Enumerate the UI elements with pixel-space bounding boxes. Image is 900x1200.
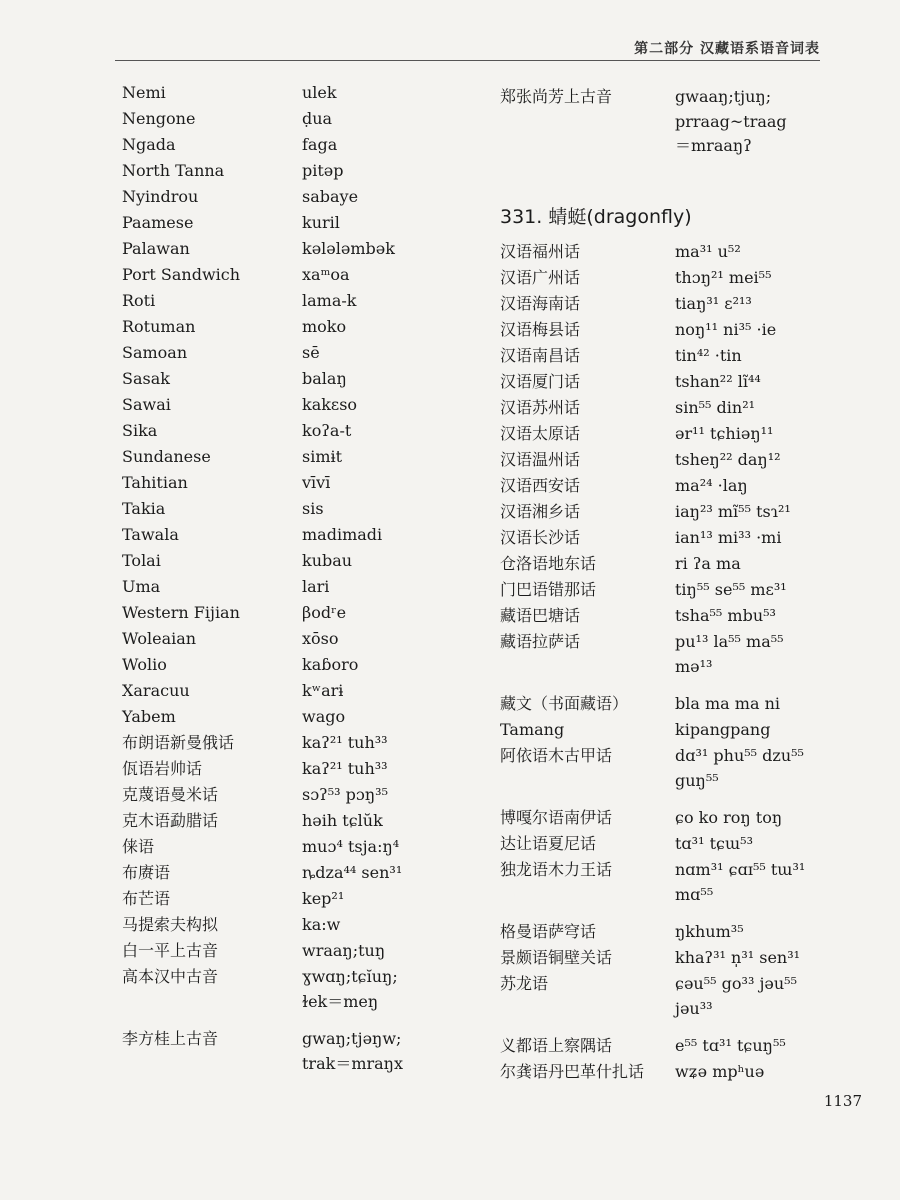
language-name: Tahitian (122, 473, 188, 492)
word-form: kubau (302, 551, 353, 570)
language-name: 苏龙语 (500, 974, 549, 993)
entry-row (500, 577, 860, 603)
entry-row (500, 691, 860, 717)
running-title: 第二部分 汉藏语系语音词表 (634, 41, 820, 57)
entry-row (122, 262, 442, 288)
right-top-entry (500, 84, 860, 158)
word-form: xōso (302, 629, 339, 648)
language-name: 汉语长沙话 (500, 528, 581, 547)
entry-row (500, 343, 860, 369)
language-name: 格曼语萨穹话 (500, 922, 597, 941)
word-form: iaŋ²³ mĩ⁵⁵ tsɿ²¹ (675, 502, 791, 521)
word-form-continuation: ɫek＝meŋ (302, 992, 379, 1011)
word-form: kuril (302, 213, 340, 232)
word-form-continuation: prraag~traag (675, 112, 787, 131)
language-name: 汉语湘乡话 (500, 502, 581, 521)
word-form: kaʔ²¹ tuh³³ (302, 759, 388, 778)
language-name: 汉语海南话 (500, 294, 581, 313)
word-form: həih tɕlŭk (302, 811, 383, 830)
language-name: 佤语岩帅话 (122, 759, 203, 778)
word-form: gwaŋ;tjəŋw; (302, 1029, 402, 1048)
word-form: kələləmbək (302, 239, 395, 258)
page-number: 1137 (823, 1092, 862, 1110)
word-form: ian¹³ mi³³ ·mi (675, 528, 782, 547)
entry-row (122, 808, 442, 834)
entry-row (500, 525, 860, 551)
language-name: Rotuman (122, 317, 196, 336)
entry-row (500, 421, 860, 447)
entry-row (500, 805, 860, 831)
word-form: xaᵐoa (302, 265, 350, 284)
language-name: Samoan (122, 343, 188, 362)
word-form: sē (302, 343, 320, 362)
word-form-continuation: trak＝mraŋx (302, 1054, 404, 1073)
word-form: faga (302, 135, 338, 154)
language-name: 俫语 (122, 837, 155, 856)
language-name: Nengone (122, 109, 196, 128)
language-name: 郑张尚芳上古音 (500, 87, 613, 106)
language-name: 义都语上察隅话 (500, 1036, 613, 1055)
entry-row (122, 522, 442, 548)
language-name: 独龙语木力王话 (500, 860, 613, 879)
word-form: ka:w (302, 915, 341, 934)
language-name: 汉语南昌话 (500, 346, 581, 365)
language-name: Woleaian (122, 629, 197, 648)
language-name: 马提索夫构拟 (122, 915, 219, 934)
entry-row (500, 369, 860, 395)
language-name: Xaracuu (122, 681, 190, 700)
entry-row (122, 860, 442, 886)
entry-row (122, 392, 442, 418)
word-form: kakɛso (302, 395, 358, 414)
language-name: Tawala (122, 525, 179, 544)
entry-row (122, 470, 442, 496)
entry-row (500, 629, 860, 655)
language-name: 藏语巴塘话 (500, 606, 581, 625)
entry-row (500, 473, 860, 499)
entry-row (122, 236, 442, 262)
language-name: Yabem (122, 707, 176, 726)
word-form-continuation: jəu³³ (675, 999, 713, 1018)
word-form: dɑ³¹ phu⁵⁵ dzu⁵⁵ (675, 746, 804, 765)
language-name: Tolai (122, 551, 161, 570)
entry-row (122, 210, 442, 236)
entry-row (500, 945, 860, 971)
language-name: Sika (122, 421, 158, 440)
entry-row (122, 626, 442, 652)
entry-row (500, 717, 860, 743)
word-form: ɣwɑŋ;tɕĭuŋ; (302, 967, 398, 986)
entry-row (500, 291, 860, 317)
language-name: 达让语夏尼话 (500, 834, 597, 853)
entry-row (500, 239, 860, 265)
language-name: 高本汉中古音 (122, 967, 219, 986)
dragonfly-entries (500, 239, 860, 1085)
language-name: 克木语勐腊话 (122, 811, 219, 830)
language-name: 克蔑语曼米话 (122, 785, 219, 804)
word-form: khaʔ³¹ n̩³¹ sen³¹ (675, 948, 801, 967)
language-name: Sawai (122, 395, 171, 414)
entry-row (122, 80, 442, 106)
word-form: sis (302, 499, 324, 518)
word-form: tin⁴² ·tin (675, 346, 742, 365)
language-name: 汉语广州话 (500, 268, 581, 287)
language-name: Uma (122, 577, 161, 596)
word-form: sabaye (302, 187, 359, 206)
language-name: Sasak (122, 369, 170, 388)
word-form: tsha⁵⁵ mbu⁵³ (675, 606, 776, 625)
language-name: 汉语温州话 (500, 450, 581, 469)
entry-row (122, 496, 442, 522)
language-name: Western Fijian (122, 603, 240, 622)
language-name: Roti (122, 291, 156, 310)
language-name: Wolio (122, 655, 167, 674)
language-name: 尔龚语丹巴革什扎话 (500, 1062, 645, 1081)
entry-row (500, 395, 860, 421)
entry-row (122, 314, 442, 340)
word-form: sin⁵⁵ din²¹ (675, 398, 756, 417)
word-form: tsheŋ²² daŋ¹² (675, 450, 781, 469)
word-form: kaʔ²¹ tuh³³ (302, 733, 388, 752)
language-name: 李方桂上古音 (122, 1029, 219, 1048)
entry-row (122, 366, 442, 392)
word-form: ɕəu⁵⁵ go³³ jəu⁵⁵ (675, 974, 797, 993)
entry-row (500, 1033, 860, 1059)
entry-row (122, 782, 442, 808)
word-form: ma³¹ u⁵² (675, 242, 741, 261)
word-form: tshan²² lĩ⁴⁴ (675, 372, 761, 391)
entry-row (500, 1059, 860, 1085)
language-name: 汉语厦门话 (500, 372, 581, 391)
entry-row (122, 158, 442, 184)
language-name: Nyindrou (122, 187, 199, 206)
language-name: 门巴语错那话 (500, 580, 597, 599)
language-name: 布芒语 (122, 889, 171, 908)
language-name: Tamang (500, 720, 565, 739)
entry-row (500, 857, 860, 883)
entry-row (500, 265, 860, 291)
word-form-continuation: mə¹³ (675, 657, 713, 676)
entry-row (122, 704, 442, 730)
entry-row (122, 678, 442, 704)
language-name: Paamese (122, 213, 194, 232)
language-name: Port Sandwich (122, 265, 241, 284)
word-form: βodʳe (302, 603, 347, 622)
word-form: tɑ³¹ tɕɯ⁵³ (675, 834, 753, 853)
entry-gap (122, 1014, 442, 1026)
word-form: tiŋ⁵⁵ se⁵⁵ mɛ³¹ (675, 580, 787, 599)
left-column (122, 80, 442, 1076)
word-form: wraaŋ;tuŋ (302, 941, 386, 960)
entry-row (122, 964, 442, 990)
word-form: bla ma ma ni (675, 694, 780, 713)
entry-row (122, 886, 442, 912)
entry-gap (500, 793, 860, 805)
word-form-continuation: mɑ⁵⁵ (675, 885, 714, 904)
entry-row (500, 84, 860, 110)
entry-row (122, 652, 442, 678)
word-form: ḍua (302, 109, 333, 128)
word-form: e⁵⁵ tɑ³¹ tɕuŋ⁵⁵ (675, 1036, 786, 1055)
entry-row (122, 834, 442, 860)
entry-row (500, 831, 860, 857)
entry-gap (500, 907, 860, 919)
language-name: 景颇语铜壁关话 (500, 948, 613, 967)
entry-row (500, 603, 860, 629)
word-form: ulek (302, 83, 337, 102)
word-form: kʷarɨ (302, 681, 344, 700)
entry-row (500, 743, 860, 769)
language-name: 藏文（书面藏语） (500, 694, 629, 713)
word-form: wago (302, 707, 346, 726)
entry-row (122, 600, 442, 626)
language-name: North Tanna (122, 161, 225, 180)
word-form: pu¹³ la⁵⁵ ma⁵⁵ (675, 632, 784, 651)
entry-gap (500, 679, 860, 691)
language-name: Ngada (122, 135, 176, 154)
entry-row (500, 971, 860, 997)
language-name: 博嘎尔语南伊话 (500, 808, 613, 827)
language-name: Palawan (122, 239, 190, 258)
word-form: simɨt (302, 447, 343, 466)
word-form: kipangpang (675, 720, 771, 739)
entry-row (122, 418, 442, 444)
language-name: 藏语拉萨话 (500, 632, 581, 651)
word-form: ȵdza⁴⁴ sen³¹ (302, 863, 403, 882)
entry-row (122, 1026, 442, 1052)
entry-row (122, 912, 442, 938)
word-form: wʑə mpʰuə (675, 1062, 765, 1081)
language-name: 阿依语木古甲话 (500, 746, 613, 765)
section-title: 331. 蜻蜓(dragonfly) (500, 206, 692, 228)
entry-row (122, 132, 442, 158)
word-form: thɔŋ²¹ mei⁵⁵ (675, 268, 772, 287)
right-column (500, 84, 860, 1085)
language-name: Sundanese (122, 447, 211, 466)
language-name: 白一平上古音 (122, 941, 219, 960)
word-form: balaŋ (302, 369, 347, 388)
language-name: 汉语西安话 (500, 476, 581, 495)
entry-row (500, 919, 860, 945)
word-form: vīvī (302, 473, 331, 492)
entry-row (122, 106, 442, 132)
word-form: ər¹¹ tɕhiəŋ¹¹ (675, 424, 774, 443)
entry-row (500, 551, 860, 577)
word-form: lari (302, 577, 330, 596)
running-header (115, 38, 820, 61)
language-name: 仓洛语地东话 (500, 554, 597, 573)
word-form: nɑm³¹ ɕɑɪ⁵⁵ tɯ³¹ (675, 860, 806, 879)
entry-row (122, 340, 442, 366)
language-name: Takia (122, 499, 166, 518)
entry-row (122, 288, 442, 314)
entry-gap (500, 1021, 860, 1033)
word-form: lama-k (302, 291, 357, 310)
entry-row (122, 730, 442, 756)
entry-row (122, 756, 442, 782)
word-form-continuation: guŋ⁵⁵ (675, 771, 719, 790)
word-form: tiaŋ³¹ ɛ²¹³ (675, 294, 752, 313)
word-form: koʔa-t (302, 421, 352, 440)
word-form: sɔʔ⁵³ pɔŋ³⁵ (302, 785, 388, 804)
entry-row (122, 184, 442, 210)
language-name: 汉语梅县话 (500, 320, 581, 339)
word-form: moko (302, 317, 347, 336)
word-form: ma²⁴ ·laŋ (675, 476, 748, 495)
entry-row (122, 444, 442, 470)
entry-row (122, 548, 442, 574)
word-form: kaɓoro (302, 655, 359, 674)
word-form: muɔ⁴ tsja:ŋ⁴ (302, 837, 400, 856)
entry-row (500, 499, 860, 525)
word-form: noŋ¹¹ ni³⁵ ·ie (675, 320, 777, 339)
entry-row (500, 317, 860, 343)
language-name: 汉语苏州话 (500, 398, 581, 417)
language-name: 汉语福州话 (500, 242, 581, 261)
word-form-continuation: ＝mraaŋʔ (675, 136, 752, 155)
word-form: ŋkhum³⁵ (675, 922, 744, 941)
word-form: pitəp (302, 161, 344, 180)
word-form: ɕo ko roŋ toŋ (675, 808, 783, 827)
word-form: ri ʔa ma (675, 554, 741, 573)
word-form: madimadi (302, 525, 383, 544)
entry-row (122, 574, 442, 600)
language-name: 布朗语新曼俄话 (122, 733, 235, 752)
language-name: Nemi (122, 83, 166, 102)
entry-row (500, 447, 860, 473)
word-form: kep²¹ (302, 889, 345, 908)
language-name: 布赓语 (122, 863, 171, 882)
language-name: 汉语太原话 (500, 424, 581, 443)
entry-row (122, 938, 442, 964)
word-form: gwaaŋ;tjuŋ; (675, 87, 772, 106)
